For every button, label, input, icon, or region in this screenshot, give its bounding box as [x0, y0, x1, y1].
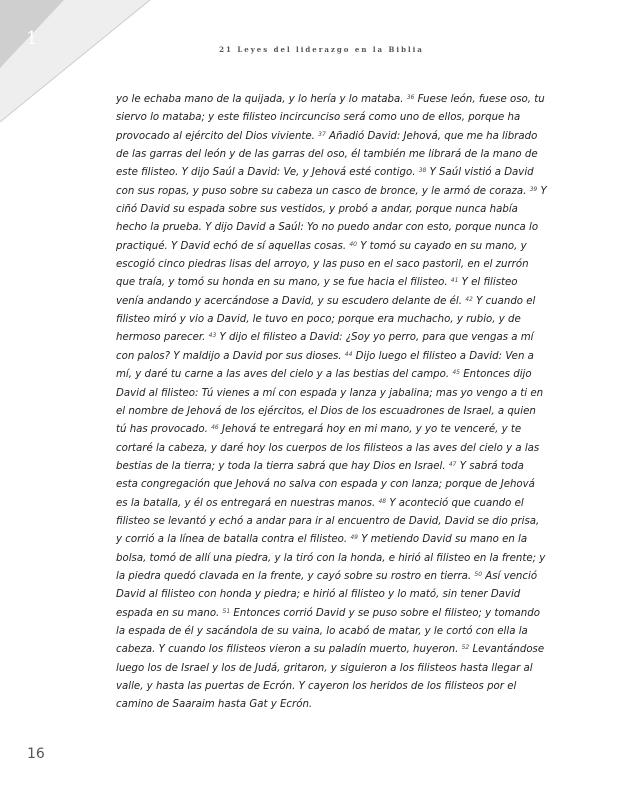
verse-text: Y el filisteo venía andando y acercándose a David, y su escudero delante de él.: [116, 277, 518, 307]
verse-text: Así venció David al filisteo con honda y piedra; e hirió al filisteo y lo mató, sin tener David espada en su mano.: [116, 570, 538, 619]
verse-text: Y metiendo David su mano en la bolsa, tomó de allí una piedra, y la tiró con la honda, e hirió al filisteo en la frente; y la piedra quedó clavada en la frente, y cayó sobre su rostro en tierra.: [116, 534, 546, 582]
verse-text: Entonces dijo David al filisteo: Tú vienes a mí con espada y lanza y jabalina; mas yo vengo a ti en el nombre de Jehová de los ejércitos, el Dios de los escuadrones de Israel, a quien tú has provocado.: [116, 369, 544, 436]
verse-text: Y tomó su cayado en su mano, y escogió cinco piedras lisas del arroyo, y las puso en el saco pastoril, en el zurrón que traía, y tomó su honda en su mano, y se fue hacia el filisteo.: [116, 240, 529, 289]
chapter-number: 1: [26, 28, 38, 49]
verse-text: Y ciñó David su espada sobre sus vestidos, y probó a andar, porque nunca había hecho la prueba. Y dijo David a Saúl: Yo no puedo andar con esto, porque nunca lo practiqué. Y David echó de sí aquellas cosas.: [116, 185, 547, 252]
verse-number: 41: [450, 277, 459, 285]
verse-number: 48: [378, 497, 387, 505]
verse-number: 36: [406, 94, 415, 101]
verse-number: 44: [344, 350, 353, 358]
verse-number: 50: [474, 570, 483, 578]
verse-text: Dijo luego el filisteo a David: Ven a mí, y daré tu carne a las aves del cielo y a las bestias del campo.: [116, 350, 534, 381]
verse-number: 51: [222, 607, 231, 615]
verse-number: 39: [529, 185, 538, 193]
verse-text: Y Saúl vistió a David con sus ropas, y puso sobre su cabeza un casco de bronce, y le armó de coraza.: [116, 167, 534, 197]
verse-number: 42: [465, 295, 473, 303]
verse-text: Y aconteció que cuando el filisteo se levantó y echó a andar para ir al encuentro de David, David se dio prisa, y corrió a la línea de batalla contra el filisteo.: [116, 497, 540, 546]
page-number: 16: [27, 746, 45, 762]
verse-text: yo le echaba mano de la quijada, y lo hería y lo mataba.: [116, 94, 407, 105]
scripture-text: [116, 91, 548, 715]
verse-text: Añadió David: Jehová, que me ha librado de las garras del león y de las garras del oso, él también me librará de la mano de este filisteo. Y dijo Saúl a David: Ve, y Jehová esté contigo.: [116, 130, 538, 179]
verse-text: Fuese león, fuese oso, tu siervo lo mataba; y este filisteo incircunciso será como uno de ellos, porque ha provocado al ejército del Dios viviente.: [116, 94, 545, 142]
verse-number: 43: [208, 332, 217, 340]
verse-number: 47: [448, 460, 457, 468]
verse-text: Levantándose luego los de Israel y los de Judá, gritaron, y siguieron a los filisteos hasta llegar al valle, y hasta las puertas de Ecrón. Y cayeron los heridos de los filisteos por el camino de Saaraim hasta Gat y Ecrón.: [116, 644, 545, 711]
verse-number: 37: [318, 130, 326, 138]
verse-number: 52: [461, 644, 470, 652]
verse-number: 38: [418, 167, 427, 175]
verse-text: Entonces corrió David y se puso sobre el filisteo; y tomando la espada de él y sacándola de su vaina, lo acabó de matar, y le cortó con ella la cabeza. Y cuando los filisteos vieron a su paladín muerto, huyeron.: [116, 607, 540, 656]
verse-number: 40: [349, 240, 357, 248]
running-header: 21 Leyes del liderazgo en la Biblia: [219, 45, 424, 54]
verse-text: Y sabrá toda esta congregación que Jehová no salva con espada y con lanza; porque de Jehová es la batalla, y él os entregará en nuestras manos.: [116, 460, 535, 509]
verse-text: Jehová te entregará hoy en mi mano, y yo te venceré, y te cortaré la cabeza, y daré hoy los cuerpos de los filisteos a las aves del cielo y a las bestias de la tierra; y toda la tierra sabrá que hay Dios en Israel.: [116, 424, 540, 472]
verse-number: 45: [452, 369, 460, 377]
verse-text: Y dijo el filisteo a David: ¿Soy yo perro, para que vengas a mí con palos? Y maldijo a David por sus dioses.: [116, 332, 534, 362]
verse-number: 46: [211, 424, 219, 432]
verse-text: Y cuando el filisteo miró y vio a David, le tuvo en poco; porque era muchacho, y rubio, y de hermoso parecer.: [116, 295, 536, 344]
verse-number: 49: [350, 534, 358, 542]
